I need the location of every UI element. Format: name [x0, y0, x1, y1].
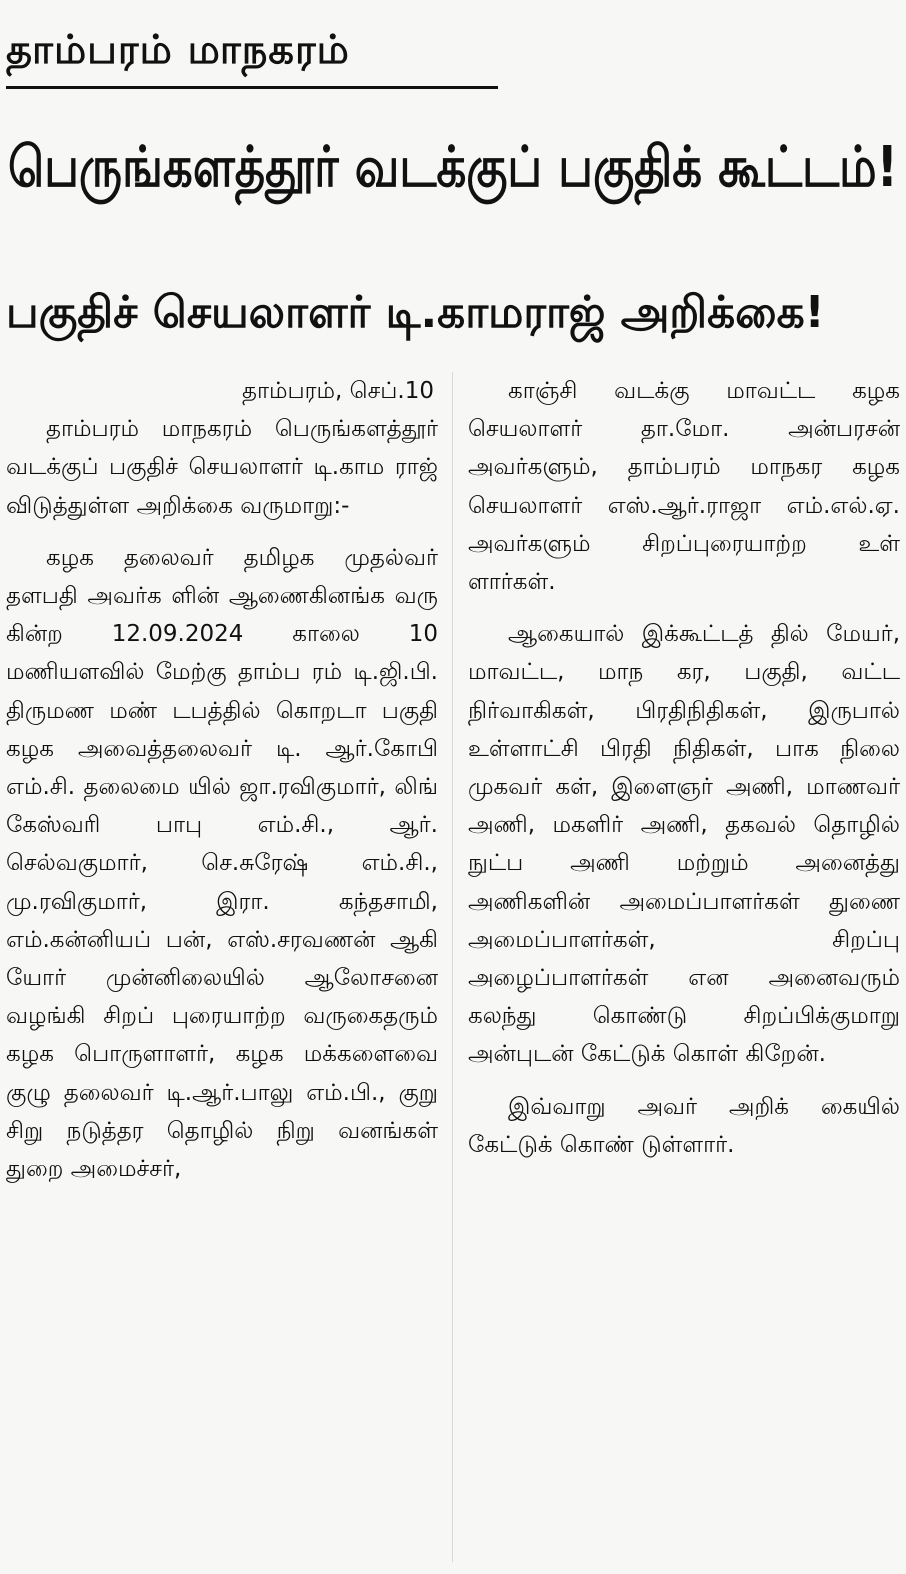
- kicker-underline: [6, 86, 498, 89]
- kicker-section-title: தாம்பரம் மாநகரம்: [6, 27, 350, 73]
- subheadline: பகுதிச் செயலாளர் டி.காமராஜ் அறிக்கை!: [6, 287, 825, 338]
- article-column-left: [6, 372, 438, 1564]
- body-paragraph: கழக தலைவர் தமிழக முதல்வர் தளபதி அவர்க ளின் ஆணைகினங்க வரு கின்ற 12.09.2024 காலை 10 மணியளவில் மேற்கு தாம்ப ரம் டி.ஜி.பி. திருமண மண் டபத்தில் கொறடா பகுதி கழக அவைத்தலைவர் டி. ஆர்.கோபி எம்.சி. தலைமை யில் ஜா.ரவிகுமார், லிங் கேஸ்வரி பாபு எம்.சி., ஆர். செல்வகுமார், செ.சுரேஷ் எம்.சி., மு.ரவிகுமார், இரா. கந்தசாமி, எம்.கன்னியப் பன், எஸ்.சரவணன் ஆகி யோர் முன்னிலையில் ஆலோசனை வழங்கி சிறப் புரையாற்ற வருகைதரும் கழக பொருளாளர், கழக மக்களைவை குழு தலைவர் டி.ஆர்.பாலு எம்.பி., குறு சிறு நடுத்தர தொழில் நிறு வனங்கள் துறை அமைச்சர்,: [6, 544, 438, 1183]
- body-paragraph: ஆகையால் இக்கூட்டத் தில் மேயர், மாவட்ட, மாந கர, பகுதி, வட்ட நிர்வாகிகள், பிரதிநிதிகள், இருபால் உள்ளாட்சி பிரதி நிதிகள், பாக நிலை முகவர் கள், இளைஞர் அணி, மாணவர் அணி, மகளிர் அணி, தகவல் தொழில் நுட்ப அணி மற்றும் அனைத்து அணிகளின் அமைப்பாளர்கள் துணை அமைப்பாளர்கள், சிறப்பு அழைப்பாளர்கள் என அனைவரும் கலந்து கொண்டு சிறப்பிக்குமாறு அன்புடன் கேட்டுக் கொள் கிறேன்.: [468, 621, 900, 1068]
- column-divider: [452, 372, 453, 1562]
- body-paragraph: காஞ்சி வடக்கு மாவட்ட கழக செயலாளர் தா.மோ. அன்பரசன் அவர்களும், தாம்பரம் மாநகர கழக செயலாளர் எஸ்.ஆர்.ராஜா எம்.எல்.ஏ. அவர்களும் சிறப்புரையாற்ற உள் ளார்கள்.: [468, 378, 900, 596]
- headline: பெருங்களத்தூர் வடக்குப் பகுதிக் கூட்டம்!: [8, 135, 898, 200]
- dateline: தாம்பரம், செப்.10: [242, 378, 434, 404]
- body-paragraph: இவ்வாறு அவர் அறிக் கையில் கேட்டுக் கொண் டுள்ளார்.: [468, 1093, 900, 1158]
- body-paragraph: தாம்பரம் மாநகரம் பெருங்களத்தூர் வடக்குப் பகுதிச் செயலாளர் டி.காம ராஜ் விடுத்துள்ள அறிக்கை வருமாறு:-: [6, 416, 438, 519]
- article-column-right: [468, 372, 900, 1564]
